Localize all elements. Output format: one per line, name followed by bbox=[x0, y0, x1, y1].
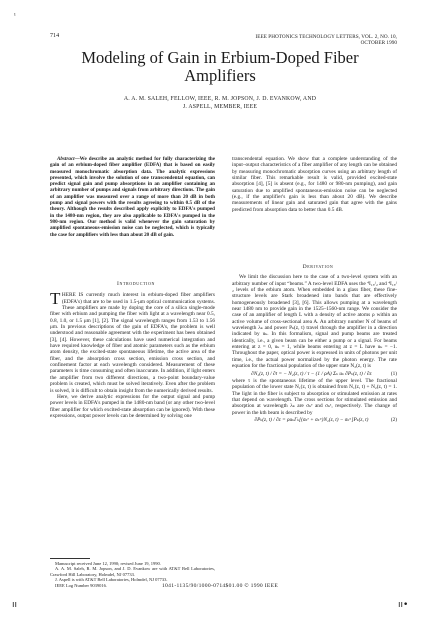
derivation-section bbox=[232, 264, 397, 424]
left-margin-mark: ıı bbox=[12, 600, 18, 610]
section-heading-introduction: Introduction bbox=[117, 281, 155, 287]
derivation-paragraph-1: We limit the discussion here to the case of a two-level system with an arbitrary number of input “beams.” A two-level EDFA uses the ⁴I₁₃/₂ and ⁴I₁₅/₂ levels of the erbium atom. When embedded in a glass fiber, these fine-structure levels are Stark broadened into bands that are effectively homogeneously broadened [3], [6]. This allows pumping at a wavelength near 1480 nm to provide gain in the 1525–1560-nm range. We consider the case of an amplifier of length L with a density of active atoms ρ within an active volume of cross-sectional area A. An arbitrary number N of beams of wavelength λₖ and power Pₖ(z, t) travel through the amplifier in a direction indicated by uₖ. In this formalism, signal and pump beams are treated identically, i.e., a given beam can be either a pump or a signal. For beams entering at z = 0, uₖ = 1, while beams entering at z = L have uₖ = −1. Throughout the paper, optical power is expressed in units of photons per unit time, i.e., the actual power normalized by the photon energy. The rate equation for the fractional population of the upper state N₂(z, t) is bbox=[232, 274, 397, 370]
footnote-received: Manuscript received June 12, 1990; revised June 19, 1990. bbox=[55, 561, 161, 566]
running-header: IEEE PHOTONICS TECHNOLOGY LETTERS, VOL. 2, NO. 10, OCTOBER 1990 bbox=[255, 34, 397, 46]
equation-1-number: (1) bbox=[390, 370, 397, 377]
equation-2-rhs: = ρuₖΓₖ[(σₖᵉ + σₖᵃ)N₂(z, t) − σₖᵃ]Pₖ(z, t) bbox=[282, 416, 369, 423]
copyright-identifier: 1041-1135/90/1000-0714$01.00 © 1990 IEEE bbox=[161, 583, 279, 589]
footnote-affiliation-2: J. Aspell is with AT&T Bell Laboratories, Holmdel, NJ 07733. bbox=[55, 577, 168, 583]
corner-mark: ¹ bbox=[14, 13, 16, 19]
authors-line-2: J. ASPELL, MEMBER, IEEE bbox=[182, 103, 258, 110]
title-line-1: Modeling of Gain in Erbium-Doped Fiber bbox=[81, 48, 359, 67]
equation-2-number: (2) bbox=[390, 416, 397, 423]
intro-continuation-paragraph: transcendental equation. We show that a complete understanding of the input–output characteristics of a fiber amplifier of any length can be obtained by measuring monochromatic absorption curves using an arbitrary length of similar fiber. This remarkable result is valid, provided excited-state absorption [4], [5] is absent (e.g., for 1480 or 980-nm pumping), and gain saturation due to amplified spontaneous-emission noise can be neglected (e.g., if the amplifier's gain is less than about 20 dB). We describe measurements of linear gain and saturated gain that agree with the gains predicted from absorption data to better than 0.5 dB. bbox=[232, 156, 397, 213]
right-margin-mark: ıı• bbox=[398, 600, 409, 610]
equation-2 bbox=[232, 417, 397, 423]
abstract bbox=[50, 156, 215, 238]
drop-cap: T bbox=[50, 289, 61, 309]
abstract-text: —We describe an analytic method for fully characterizing the gain of an erbium-doped fiber amplifier (EDFA) that is based on easily measured monochromatic absorption data. The analytic expressions presented, which involve the solution of one transcendental equation, can predict signal gain and pump absorptions in an amplifier containing an arbitrary number of pumps and signals from arbitrary directions. The gain of an amplifier was measured over a range of more than 20 dB in both pump and signal powers with the results agreeing to within 0.5 dB of the theory. Although the results described apply explicitly to EDFA's pumped in the 1480-nm region, they are also applicable to EDFA's pumped in the 980-nm region. Our method is valid whenever the gain saturation by amplified spontaneous-emission noise can be neglected, which is typically the case for amplifiers with less than about 20 dB of gain. bbox=[50, 156, 215, 238]
footnote-affiliation-1: A. A. M. Saleh, R. M. Jopson, and J. D. Evankow are with AT&T Bell Laboratories, Crawford Hill Laboratory, Holmdel, NJ 07733. bbox=[50, 566, 215, 577]
equation-2-lhs: ∂Pₖ(z, t) / ∂z bbox=[254, 416, 281, 423]
footnote-log-number: IEEE Log Number 9039016. bbox=[55, 582, 107, 588]
authors bbox=[40, 96, 400, 111]
intro-paragraph-1 bbox=[50, 289, 215, 394]
page-number: 714 bbox=[50, 33, 60, 39]
equation-1-rhs: = − N₂(z, t) / τ − (1 / ρA) Σₖ uₖ ∂Pₖ(z, t) / ∂z bbox=[278, 370, 372, 377]
title-line-2: Amplifiers bbox=[184, 66, 256, 85]
equation-1-lhs: ∂N₂(z, t) / ∂t bbox=[251, 370, 278, 377]
introduction-section bbox=[50, 281, 215, 419]
footnote-rule bbox=[50, 558, 90, 559]
equation-1 bbox=[232, 371, 397, 377]
paper-title bbox=[30, 49, 410, 85]
derivation-paragraph-2: where τ is the spontaneous lifetime of the upper level. The fractional population of the lower state N₁(z, t) is obtained from N₁(z, t) + N₂(z, t) = 1. The light in the fiber is subject to absorption or stimulated emission at rates that depend on wavelength. The cross sections for stimulated emission and absorption at wavelength λₖ are σₖᵉ and σₖᵃ, respectively. The change of power in the kth beam is described by bbox=[232, 377, 397, 416]
intro-paragraph-1-text: HERE IS currently much interest in erbium-doped fiber amplifiers (EDFA's) that are to be used in 1.5-μm optical communication systems. These amplifiers are made by doping the core of a silica single-mode fiber with erbium and pumping the fiber with light at a wavelength near 0.5, 0.8, 1.0, or 1.5 μm [1], [2]. The signal wavelength ranges from 1.53 to 1.56 μm. In previous descriptions of the gain of EDFA's, the problem is well understood and reasonable agreement with the experiment has been obtained [3], [4]. However, these calculations have used numerical integration and have required knowledge of fiber and atomic parameters such as the erbium atom density, the excited-state spontaneous lifetime, the active area of the fiber, and the absorption cross section, emission cross section, and confinement factor at each wavelength considered. Measurement of these parameters is time consuming and often inaccurate. In addition, if light enters the amplifier from two different directions, a two-point boundary-value problem is created, which must be solved iteratively. Even after the problem is solved, it is difficult to obtain insight from the numerically derived results. bbox=[50, 292, 215, 394]
abstract-label: Abstract bbox=[57, 156, 75, 162]
intro-paragraph-2: Here, we derive analytic expressions for the output signal and pump power levels in EDFA's pumped in the 1480-nm band (or any other two-level fiber amplifier for which excited-state absorption can be ignored). With these expressions, output power levels can be determined by solving one bbox=[50, 393, 215, 419]
intro-continuation bbox=[232, 156, 397, 213]
authors-line-1: A. A. M. SALEH, FELLOW, IEEE, R. M. JOPSON, J. D. EVANKOW, AND bbox=[123, 96, 317, 102]
section-heading-derivation: Derivation bbox=[302, 264, 334, 270]
